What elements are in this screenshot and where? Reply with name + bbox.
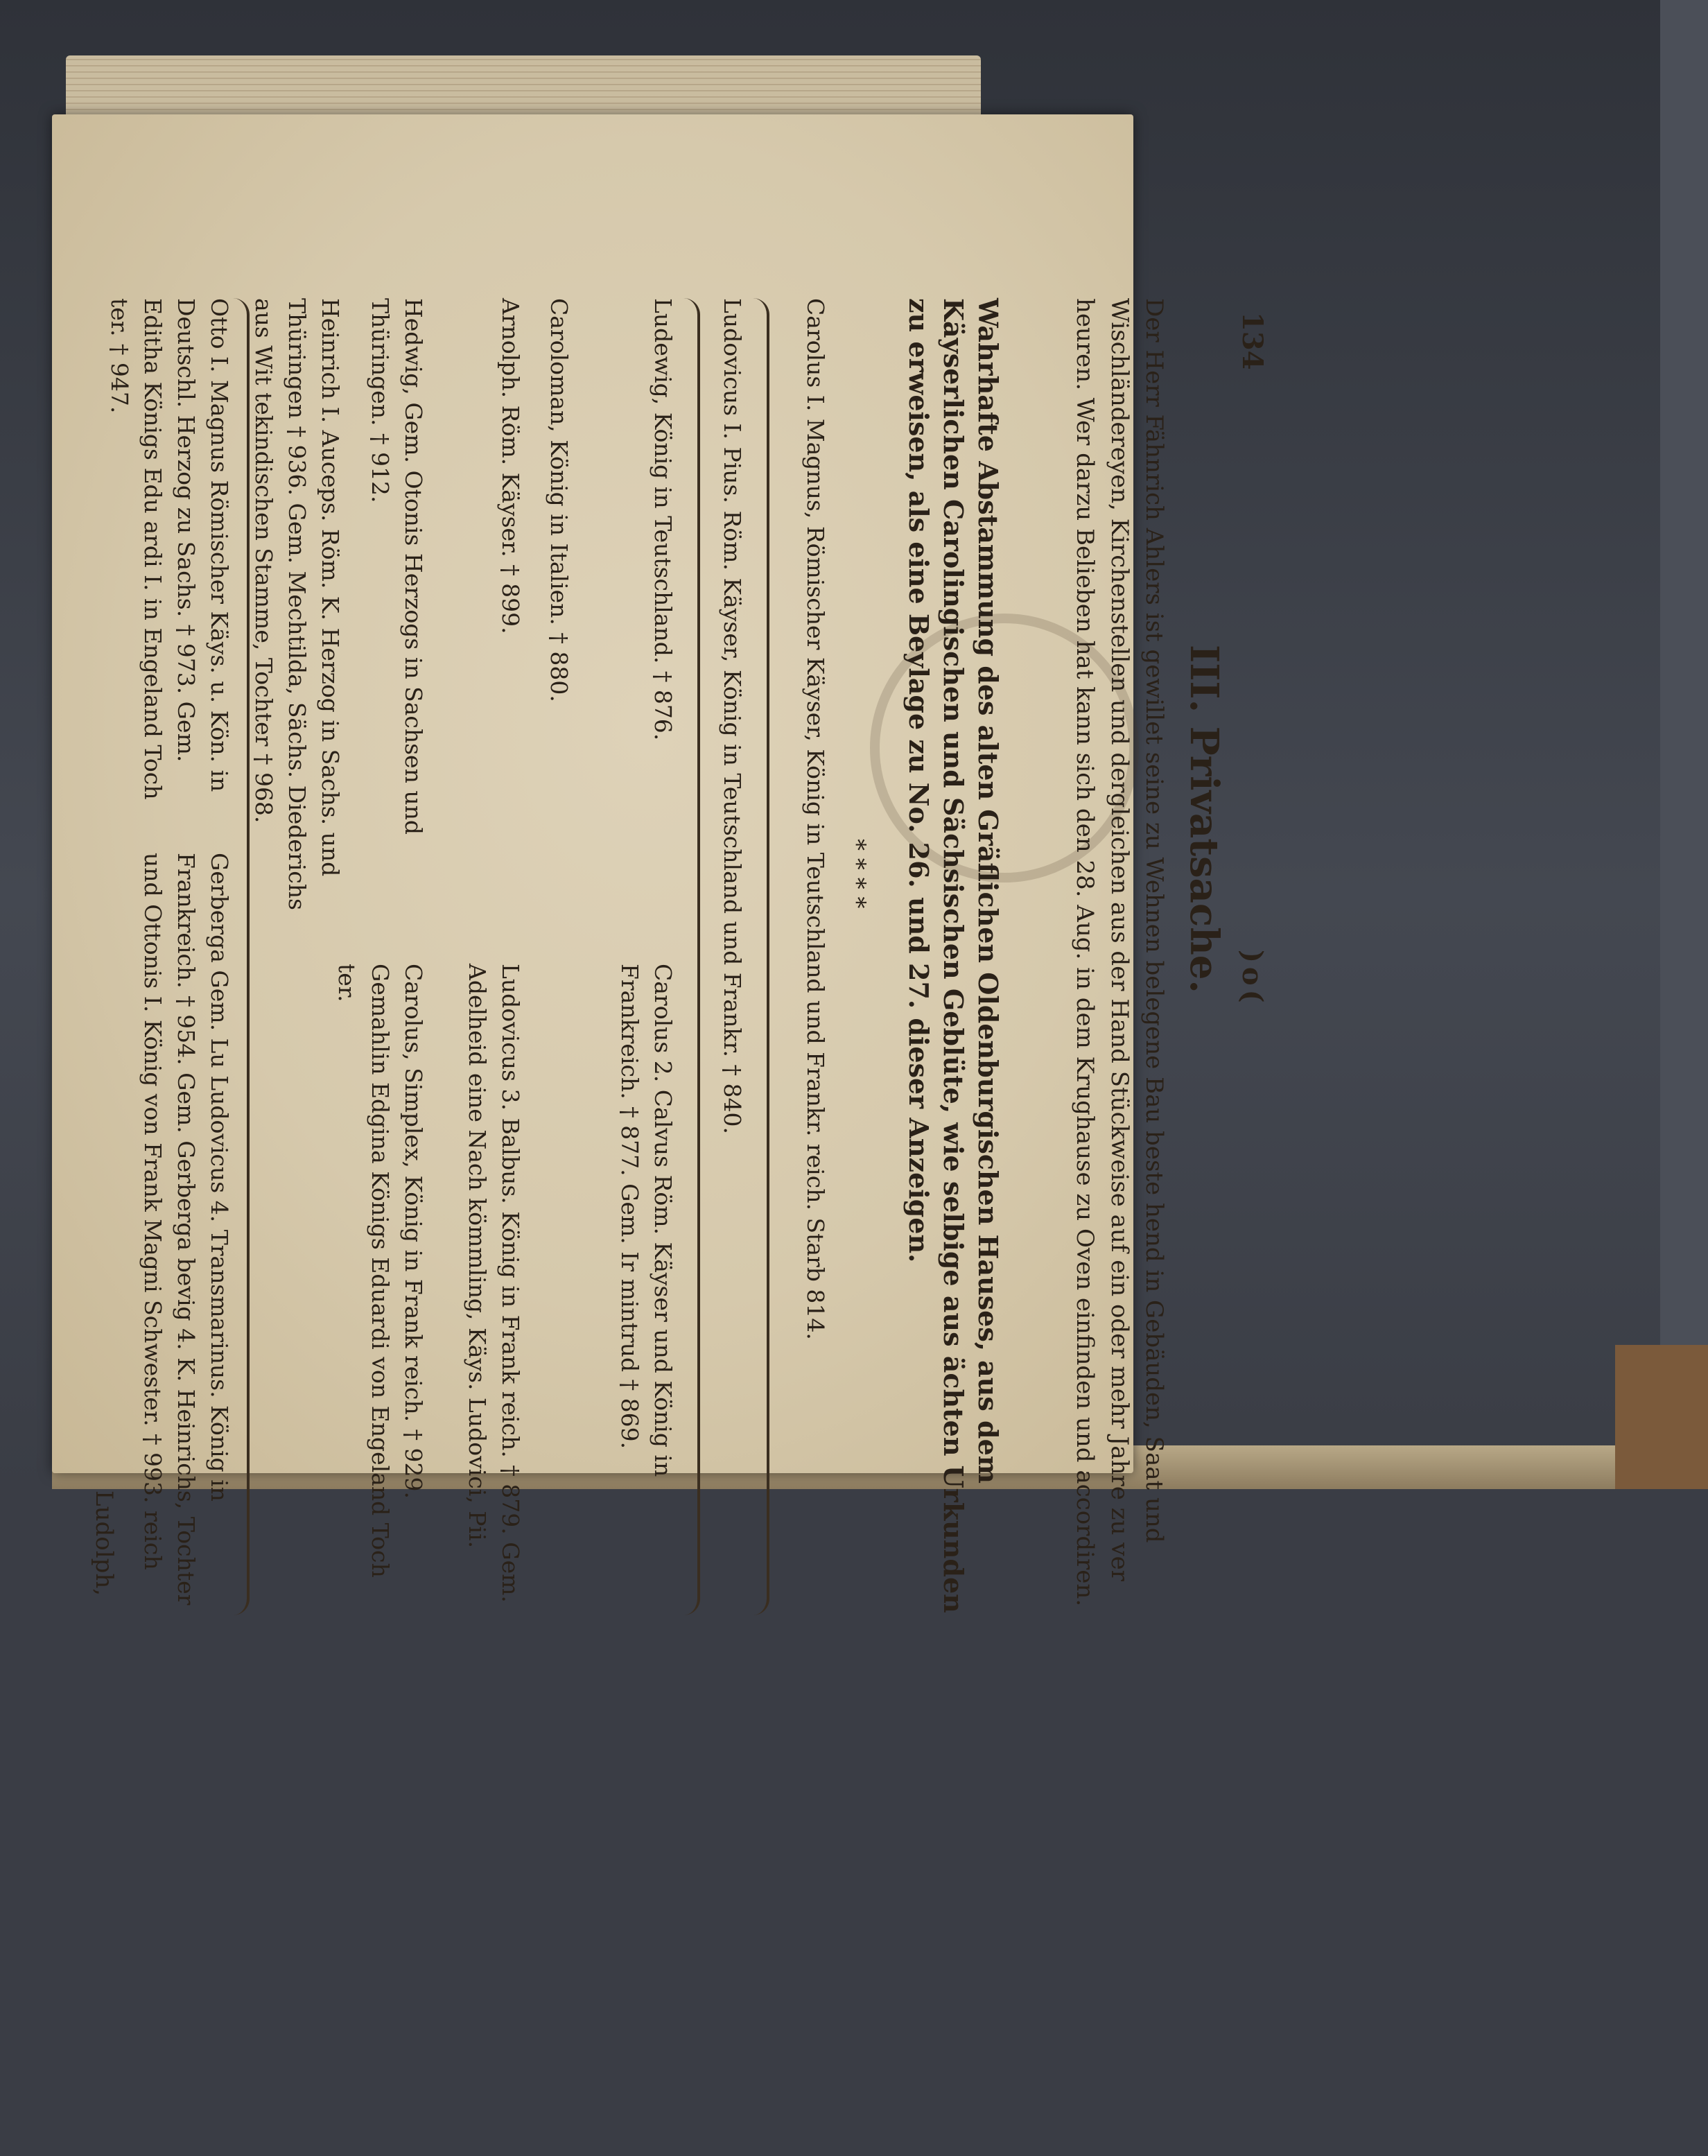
section-title: III. Privatsache. [1181,645,1227,993]
genealogy-left: Caroloman, König in Italien. † 880. [546,298,573,702]
genealogy-right: Carolus, Simplex, König in Frank reich. † 929. Gemahlin Edgina Königs Eduardi von Engeland Toch ter. [333,964,427,1578]
genealogy-right: Ludovicus 3. Balbus. König in Frank reich. † 879. Gem. Adelheid eine Nach kömmling, Käys. Ludovici, Pii. [464,964,524,1603]
genealogy-left: Otto I. Magnus Römischer Käys. u. Kön. in Deutschl. Herzog zu Sachs. † 973. Gem. Editha Königs Edu ardi I. in Engeland Toch ter. † 947. [106,298,233,800]
genealogy-left: Hedwig, Gem. Otonis Herzogs in Sachsen und Thüringen. † 912. [367,298,427,835]
header-ornament: )o( [1236,950,1269,1007]
genealogy-row [840,298,873,1615]
running-header [1227,298,1269,1615]
catchword: Ludolph, [90,1490,118,1597]
genealogy-left: Ludewig, König in Teutschland. † 876. [650,298,677,741]
genealogy-left: Carolus I. Magnus, Römischer Käyser, König in Teutschland und Frankr. reich. Starb 814. [802,298,829,1340]
page-text [90,298,1269,1615]
genealogy-left: Heinrich I. Auceps. Röm. K. Herzog in Sachs. und Thüringen † 936. Gem. Mechtilda, Sächs. Diederichs aus Wit tekindischen Stamme, Tochter † 968. [250,298,344,910]
genealogy-right: Carolus 2. Calvus Röm. Käyser und König in Frankreich. † 877. Gem. Ir mintrud † 869. [616,964,677,1477]
notice-paragraph: Der Herr Fähnrich Ahlers ist gewillet seine zu Wehnen belegene Bau beste hend in Gebäuden, Saat und Wischländereyen, Kirchenstellen und dergleichen aus der Hand Stückweise auf ein oder mehr Jahre zu ver heuren. Wer darzu Belieben hat kann sich den 28. Aug. in dem Krughause zu Oven einfinden und accordiren. [1071,298,1168,1607]
genealogy-left: Arnolph. Röm. Käyser. † 899. [497,298,524,634]
genealogy-right: Gerberga Gem. Lu Ludovicus 4. Transmarinus. König in Frankreich. † 954. Gem. Gerberga bevig 4. K. Heinrichs, Tochter und Ottonis I. König von Frank Magni Schwester. † 993. reich [139,853,233,1606]
page-number: 134 [1236,312,1269,370]
brace [753,298,769,1615]
genealogy-left: Ludovicus I. Pius. Röm. Käyser, König in Teutschland und Frankr. † 840. [719,298,746,1134]
book-spine [1615,1345,1708,1489]
ruler-strip [1660,0,1708,1489]
genealogy-heading: Wahrhafte Abstammung des alten Gräflichen Oldenburgischen Hauses, aus dem Käyserlichen Carolingischen und Sächsischen Geblüte, wie selbige aus ächten Urkunden zu erweisen, als eine Beylage zu No. 26. und 27. dieser Anzeigen. [903,298,1004,1613]
brace [683,298,700,1615]
stars: * * * * [843,839,871,909]
